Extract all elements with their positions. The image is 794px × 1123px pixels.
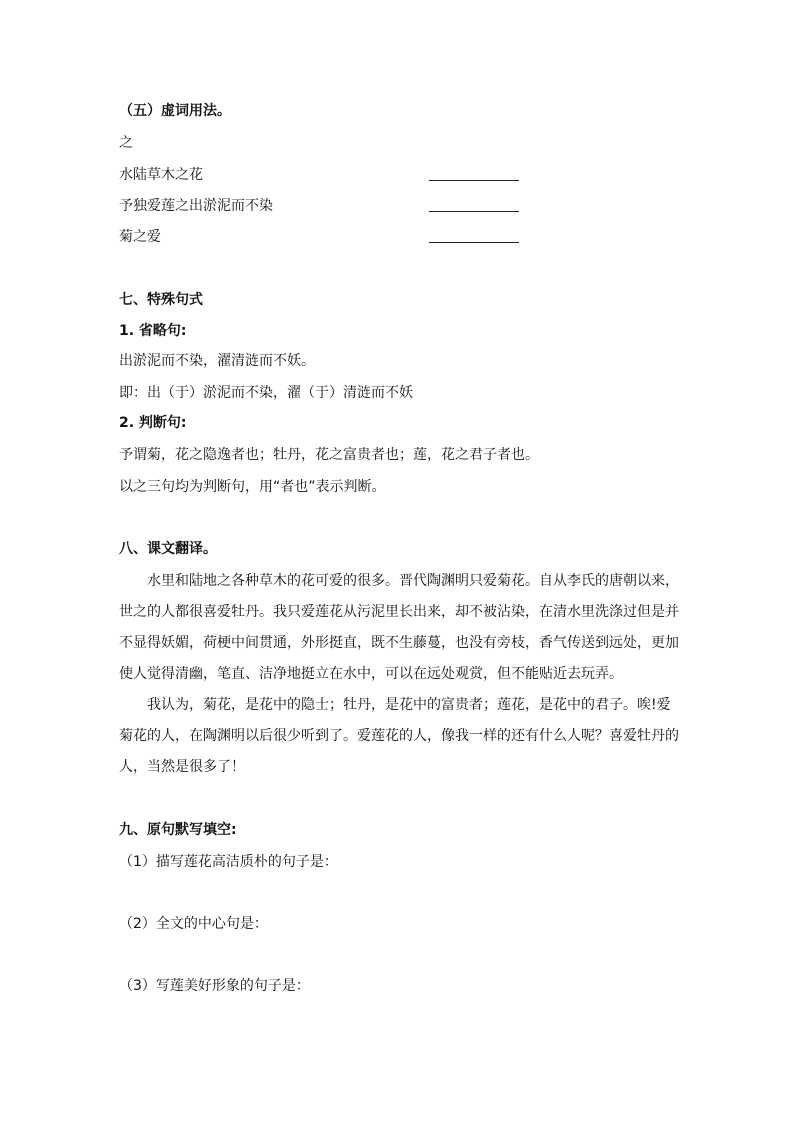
translation-line: 水里和陆地之各种草木的花可爱的很多。晋代陶渊明只爱菊花。自从李氏的唐朝以来，	[147, 573, 679, 589]
example-sentence-2: 予独爱莲之出淤泥而不染	[119, 198, 273, 214]
section-8-title: 八、课文翻译。	[119, 541, 217, 557]
judgment-sentence-explanation: 以之三句均为判断句，用“者也”表示判断。	[119, 479, 386, 495]
fill-in-question-2: （2）全文的中心句是：	[119, 916, 268, 932]
translation-line: 不显得妖媚，荷梗中间贯通，外形挺直，既不生藤蔓，也没有旁枝，香气传送到远处，更加	[119, 635, 679, 651]
example-sentence-1: 水陆草木之花	[119, 167, 203, 183]
ellipsis-sentence-original: 出淤泥而不染，濯清涟而不妖。	[119, 353, 315, 369]
answer-blank-3[interactable]	[429, 242, 519, 243]
section-5-title: （五）虚词用法。	[119, 103, 231, 119]
fill-in-question-3: （3）写莲美好形象的句子是：	[119, 978, 310, 994]
translation-paragraph-1	[119, 566, 679, 690]
ellipsis-sentence-heading: 1. 省略句:	[119, 323, 187, 339]
translation-line: 人，当然是很多了！	[119, 759, 245, 775]
section-9-title: 九、原句默写填空:	[119, 822, 237, 838]
section-7-title: 七、特殊句式	[119, 292, 203, 308]
judgment-sentence-original: 予谓菊，花之隐逸者也；牡丹，花之富贵者也；莲，花之君子者也。	[119, 447, 539, 463]
function-word: 之	[119, 135, 133, 151]
ellipsis-sentence-explanation: 即：出（于）淤泥而不染，濯（于）清涟而不妖	[119, 385, 413, 401]
answer-blank-2[interactable]	[429, 211, 519, 212]
judgment-sentence-heading: 2. 判断句:	[119, 415, 187, 431]
translation-line: 世之的人都很喜爱牡丹。我只爱莲花从污泥里长出来，却不被沾染，在清水里洗涤过但是并	[119, 604, 679, 620]
example-sentence-3: 菊之爱	[119, 229, 161, 245]
translation-line: 我认为，菊花，是花中的隐士；牡丹，是花中的富贵者；莲花，是花中的君子。唉!爱	[147, 697, 671, 713]
translation-paragraph-2	[119, 690, 679, 783]
fill-in-question-1: （1）描写莲花高洁质朴的句子是：	[119, 854, 338, 870]
translation-line: 使人觉得清幽，笔直、洁净地挺立在水中，可以在远处观赏，但不能贴近去玩弄。	[119, 666, 623, 682]
answer-blank-1[interactable]	[429, 180, 519, 181]
translation-line: 菊花的人，在陶渊明以后很少听到了。爱莲花的人，像我一样的还有什么人呢？喜爱牡丹的	[119, 728, 679, 744]
